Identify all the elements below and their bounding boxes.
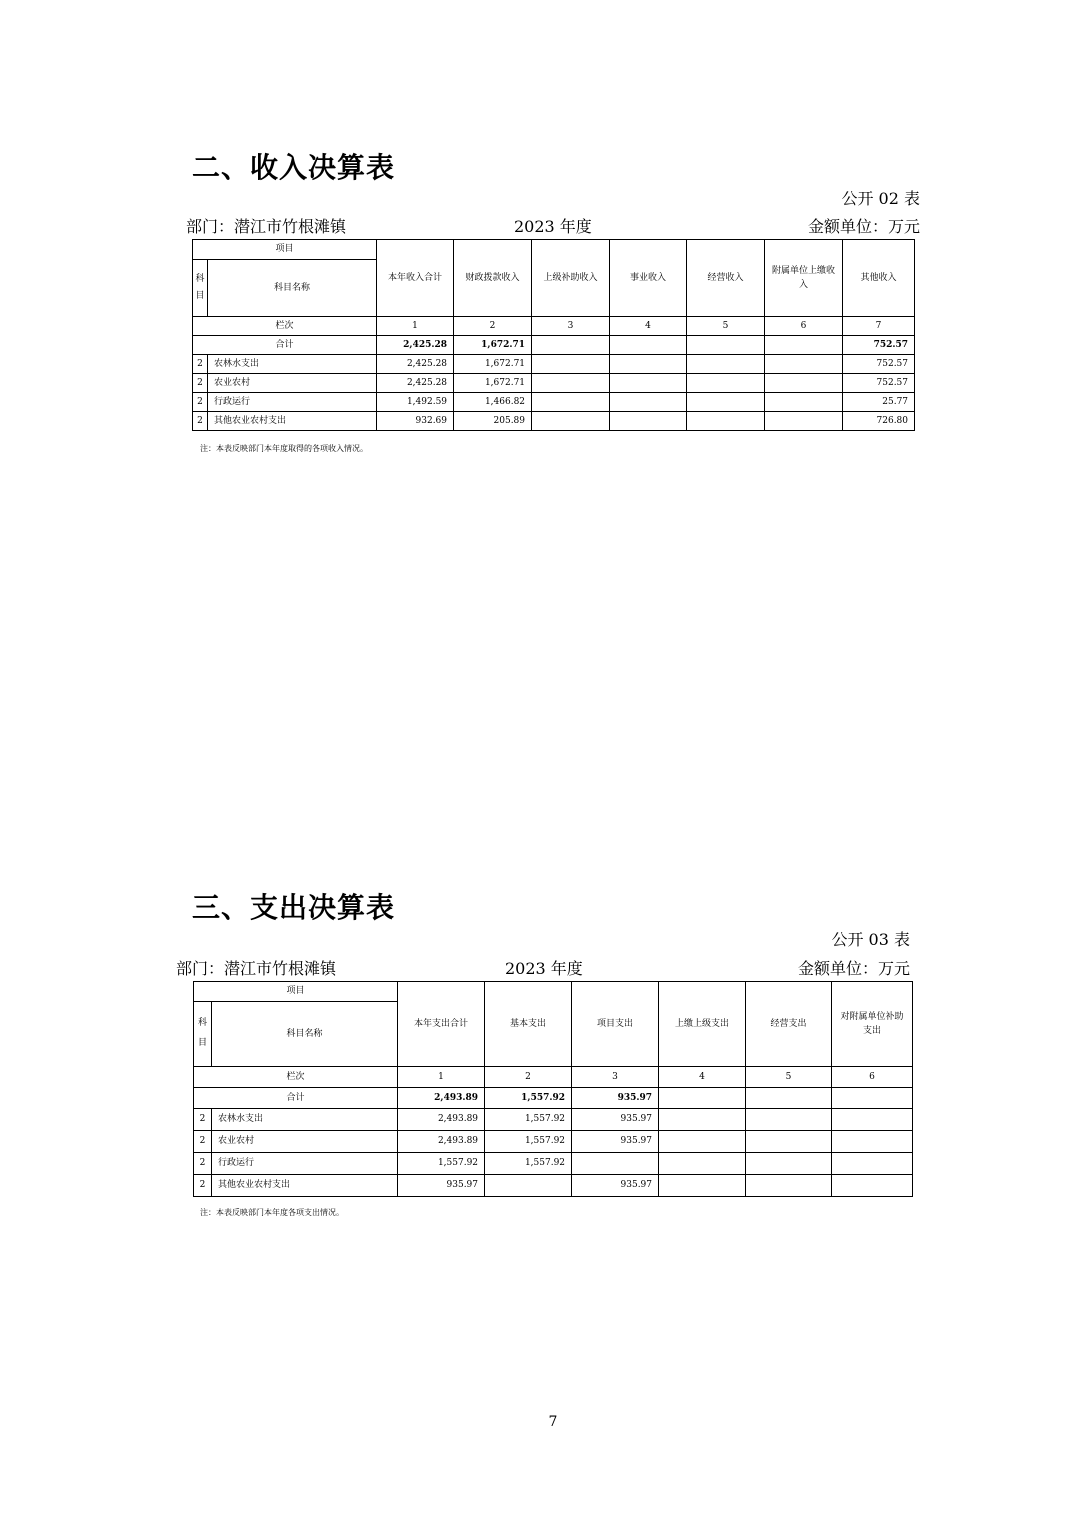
- row-name: 农林水支出: [212, 1109, 398, 1131]
- table-row: [194, 1109, 913, 1131]
- row-value: 932.69: [377, 412, 454, 431]
- table-row: [193, 355, 915, 374]
- col-header: 事业收入: [610, 240, 687, 317]
- header-name: 科目名称: [208, 260, 377, 317]
- col-header: 项目支出: [572, 982, 659, 1067]
- row-value: 1,557.92: [485, 1109, 572, 1131]
- row-value: 1,672.71: [454, 355, 532, 374]
- expense-dept: 部门：潜江市竹根滩镇: [176, 959, 337, 978]
- header-project: 项目: [193, 240, 377, 260]
- row-value: 2,493.89: [398, 1131, 485, 1153]
- row-name: 行政运行: [208, 393, 377, 412]
- col-header: 经营支出: [746, 982, 832, 1067]
- row-code: 2: [193, 412, 208, 431]
- total-value: 935.97: [572, 1088, 659, 1109]
- row-value: 1,557.92: [398, 1153, 485, 1175]
- row-value: 752.57: [843, 374, 915, 393]
- lanci-num: 5: [687, 317, 765, 336]
- row-code: 2: [194, 1153, 212, 1175]
- col-header: 财政拨款收入: [454, 240, 532, 317]
- income-year: 2023 年度: [514, 217, 592, 236]
- row-value: [765, 355, 843, 374]
- lanci-num: 7: [843, 317, 915, 336]
- income-unit: 金额单位：万元: [807, 217, 920, 236]
- row-code: 2: [193, 393, 208, 412]
- total-value: 2,425.28: [377, 336, 454, 355]
- row-value: [765, 374, 843, 393]
- total-value: [746, 1088, 832, 1109]
- col-header: 其他收入: [843, 240, 915, 317]
- total-label: 合计: [193, 336, 377, 355]
- page-number: 7: [548, 1414, 558, 1430]
- table-row: [193, 393, 915, 412]
- total-value: [659, 1088, 746, 1109]
- row-code: 2: [194, 1131, 212, 1153]
- row-value: [610, 355, 687, 374]
- col-header: 对附属单位补助支出: [832, 982, 913, 1067]
- row-value: [532, 393, 610, 412]
- total-value: 1,672.71: [454, 336, 532, 355]
- col-header: 上缴上级支出: [659, 982, 746, 1067]
- row-value: 726.80: [843, 412, 915, 431]
- lanci-num: 6: [832, 1067, 913, 1088]
- total-value: [532, 336, 610, 355]
- col-header: 上级补助收入: [532, 240, 610, 317]
- row-value: [746, 1153, 832, 1175]
- row-value: 1,557.92: [485, 1153, 572, 1175]
- row-value: 935.97: [572, 1175, 659, 1197]
- lanci-label: 栏次: [193, 317, 377, 336]
- row-value: 752.57: [843, 355, 915, 374]
- expense-form-no: 公开 03 表: [831, 930, 910, 949]
- header-code: 科目: [193, 260, 208, 317]
- row-value: 935.97: [398, 1175, 485, 1197]
- header-project: 项目: [194, 982, 398, 1002]
- lanci-num: 4: [610, 317, 687, 336]
- total-value: [610, 336, 687, 355]
- row-value: 1,492.59: [377, 393, 454, 412]
- row-value: 2,425.28: [377, 374, 454, 393]
- row-name: 行政运行: [212, 1153, 398, 1175]
- total-value: [832, 1088, 913, 1109]
- income-note: 注：本表反映部门本年度取得的各项收入情况。: [200, 444, 368, 453]
- table-row: [193, 374, 915, 393]
- table-row: [194, 1131, 913, 1153]
- row-code: 2: [194, 1175, 212, 1197]
- table-row: [194, 1088, 913, 1109]
- row-value: [765, 412, 843, 431]
- income-table: [192, 239, 915, 431]
- row-value: [687, 412, 765, 431]
- lanci-num: 1: [398, 1067, 485, 1088]
- row-value: 2,493.89: [398, 1109, 485, 1131]
- expense-unit: 金额单位：万元: [797, 959, 910, 978]
- row-code: 2: [193, 374, 208, 393]
- row-value: [832, 1153, 913, 1175]
- total-value: [765, 336, 843, 355]
- row-value: [532, 374, 610, 393]
- row-name: 农业农村: [212, 1131, 398, 1153]
- row-value: 935.97: [572, 1109, 659, 1131]
- lanci-num: 4: [659, 1067, 746, 1088]
- lanci-num: 2: [485, 1067, 572, 1088]
- row-code: 2: [193, 355, 208, 374]
- table-row: [194, 1153, 913, 1175]
- row-value: 25.77: [843, 393, 915, 412]
- row-value: [746, 1109, 832, 1131]
- row-value: 1,557.92: [485, 1131, 572, 1153]
- total-label: 合计: [194, 1088, 398, 1109]
- lanci-num: 6: [765, 317, 843, 336]
- total-value: 752.57: [843, 336, 915, 355]
- row-value: [746, 1131, 832, 1153]
- header-name: 科目名称: [212, 1002, 398, 1067]
- row-value: [659, 1175, 746, 1197]
- row-name: 农业农村: [208, 374, 377, 393]
- lanci-num: 3: [532, 317, 610, 336]
- row-value: [832, 1131, 913, 1153]
- lanci-num: 5: [746, 1067, 832, 1088]
- col-header: 基本支出: [485, 982, 572, 1067]
- row-value: [832, 1175, 913, 1197]
- row-value: [610, 374, 687, 393]
- income-dept: 部门：潜江市竹根滩镇: [186, 217, 347, 236]
- col-header: 本年收入合计: [377, 240, 454, 317]
- col-header: 经营收入: [687, 240, 765, 317]
- row-value: 205.89: [454, 412, 532, 431]
- row-value: [610, 393, 687, 412]
- lanci-num: 1: [377, 317, 454, 336]
- row-value: 2,425.28: [377, 355, 454, 374]
- row-value: [610, 412, 687, 431]
- row-value: 1,672.71: [454, 374, 532, 393]
- row-value: [659, 1109, 746, 1131]
- row-value: [532, 412, 610, 431]
- row-value: [687, 374, 765, 393]
- row-value: 935.97: [572, 1131, 659, 1153]
- row-name: 农林水支出: [208, 355, 377, 374]
- income-title: 二、收入决算表: [192, 151, 396, 184]
- row-value: [832, 1109, 913, 1131]
- col-header: 附属单位上缴收入: [765, 240, 843, 317]
- row-code: 2: [194, 1109, 212, 1131]
- row-value: [746, 1175, 832, 1197]
- expense-table: [193, 981, 913, 1197]
- row-name: 其他农业农村支出: [212, 1175, 398, 1197]
- total-value: [687, 336, 765, 355]
- row-value: [687, 393, 765, 412]
- row-value: [659, 1131, 746, 1153]
- row-value: [532, 355, 610, 374]
- col-header: 本年支出合计: [398, 982, 485, 1067]
- table-row: [194, 1175, 913, 1197]
- lanci-label: 栏次: [194, 1067, 398, 1088]
- expense-year: 2023 年度: [505, 959, 583, 978]
- row-value: [765, 393, 843, 412]
- row-value: [572, 1153, 659, 1175]
- row-value: 1,466.82: [454, 393, 532, 412]
- lanci-num: 2: [454, 317, 532, 336]
- header-code: 科目: [194, 1002, 212, 1067]
- row-value: [659, 1153, 746, 1175]
- row-value: [485, 1175, 572, 1197]
- total-value: 2,493.89: [398, 1088, 485, 1109]
- lanci-num: 3: [572, 1067, 659, 1088]
- row-name: 其他农业农村支出: [208, 412, 377, 431]
- table-row: [193, 336, 915, 355]
- expense-note: 注：本表反映部门本年度各项支出情况。: [200, 1208, 344, 1217]
- row-value: [687, 355, 765, 374]
- total-value: 1,557.92: [485, 1088, 572, 1109]
- expense-title: 三、支出决算表: [192, 891, 396, 924]
- table-row: [193, 412, 915, 431]
- income-form-no: 公开 02 表: [841, 189, 920, 208]
